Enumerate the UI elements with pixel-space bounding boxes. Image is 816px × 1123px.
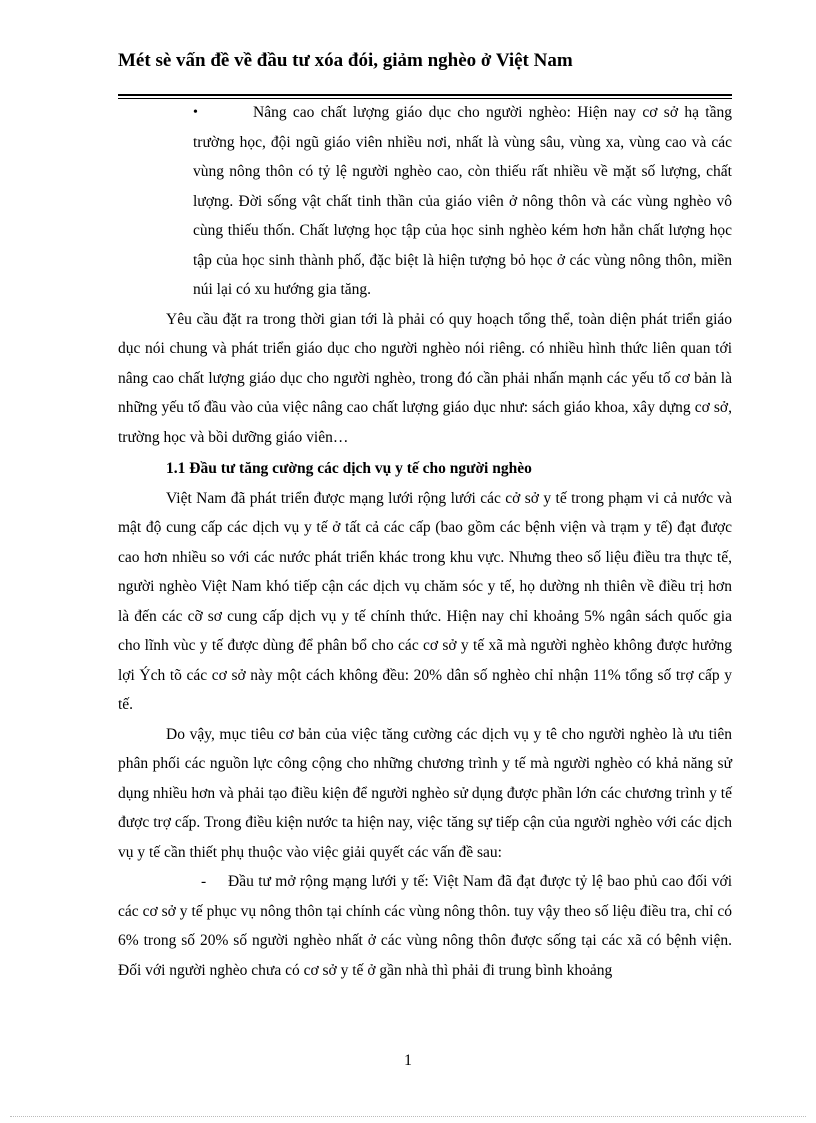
section-heading-health: 1.1 Đầu tư tăng cường các dịch vụ y tế cho người nghèo xyxy=(166,460,532,477)
page-number: 1 xyxy=(404,1052,412,1069)
page-body xyxy=(118,98,732,985)
dash-text: Đầu tư mở rộng mạng lưới y tế: Việt Nam đã đạt được tỷ lệ bao phủ cao đối với các cơ sở y tế phục vụ nông thôn tại chính các vùng nông thôn. tuy vậy theo số liệu điều tra, chỉ có 6% trong số 20% số người nghèo nhất ở các vùng nông thôn được sống tại các xã có bệnh viện. Đối với người nghèo chưa có cơ sở y tế ở gần nhà thì phải đi trung bình khoảng xyxy=(118,873,732,979)
bullet-dot-icon: • xyxy=(193,105,198,120)
page-bottom-edge xyxy=(10,1116,806,1117)
bullet-text: Nâng cao chất lượng giáo dục cho người nghèo: Hiện nay cơ sở hạ tầng trường học, đội ngũ giáo viên nhiều nơi, nhất là vùng sâu, vùng xa, vùng cao và các vùng nông thôn có tỷ lệ người nghèo cao, còn thiếu rất nhiều về mặt số lượng, chất lượng. Đời sống vật chất tinh thần của giáo viên ở nông thôn và các vùng nghèo vô cùng thiếu thốn. Chất lượng học tập của học sinh nghèo kém hơn hẳn chất lượng học tập của học sinh thành phố, đặc biệt là hiện tượng bỏ học ở các vùng nông thôn, miền núi lại có xu hướng gia tăng. xyxy=(193,104,732,298)
running-header-title: Mét sè vấn đề về đầu tư xóa đói, giảm nghèo ở Việt Nam xyxy=(118,50,573,71)
paragraph-health-goals: Do vậy, mục tiêu cơ bản của việc tăng cường các dịch vụ y tê cho người nghèo là ưu tiên phân phối các nguồn lực công cộng cho những chương trình y tế mà người nghèo có khả năng sử dụng nhiều hơn và phải tạo điều kiện để người nghèo sử dụng được phần lớn các chương trình y tế được trợ cấp. Trong điều kiện nước ta hiện nay, việc tăng sự tiếp cận của người nghèo với các dịch vụ y tế cần thiết phụ thuộc vào việc giải quyết các vấn đề sau: xyxy=(118,725,732,861)
header-rule-thick xyxy=(118,94,732,96)
paragraph-health-network: Việt Nam đã phát triển được mạng lưới rộng lưới các cở sở y tế trong phạm vi cả nước và mật độ cung cấp các dịch vụ y tế ở tất cả các cấp (bao gồm các bệnh viện và trạm y tế) đạt được cao hơn nhiều so với các nước phát triển khác trong khu vực. Nhưng theo số liệu điều tra thực tế, người nghèo Việt Nam khó tiếp cận các dịch vụ chăm sóc y tế, họ dường nh thiên về điều trị hơn là đến các cỡ sơ cung cấp dịch vụ y tế chính thức. Hiện nay chỉ khoảng 5% ngân sách quốc gia cho lĩnh vùc y tế được dùng để phân bổ cho các cơ sở y tế xã mà người nghèo không được hưởng lợi Ých tõ các cơ sở này một cách không đều: 20% dân số nghèo chỉ nhận 11% tổng số trợ cấp y tế. xyxy=(118,489,732,713)
dash-mark: - xyxy=(201,873,207,890)
bullet-item-education xyxy=(118,98,732,305)
dash-item-network-investment xyxy=(118,867,732,985)
paragraph-education-requirements: Yêu cầu đặt ra trong thời gian tới là phải có quy hoạch tổng thể, toàn diện phát triển giáo dục nói chung và phát triển giáo dục cho người nghèo nói riêng. có nhiều hình thức liên quan tới nâng cao chất lượng giáo dục cho người nghèo, trong đó cần phải nhấn mạnh các yếu tố cơ bản là những yếu tố đầu vào của việc nâng cao chất lượng giáo dục như: sách giáo khoa, xây dựng cơ sở, trường học và bồi dưỡng giáo viên… xyxy=(118,310,732,446)
